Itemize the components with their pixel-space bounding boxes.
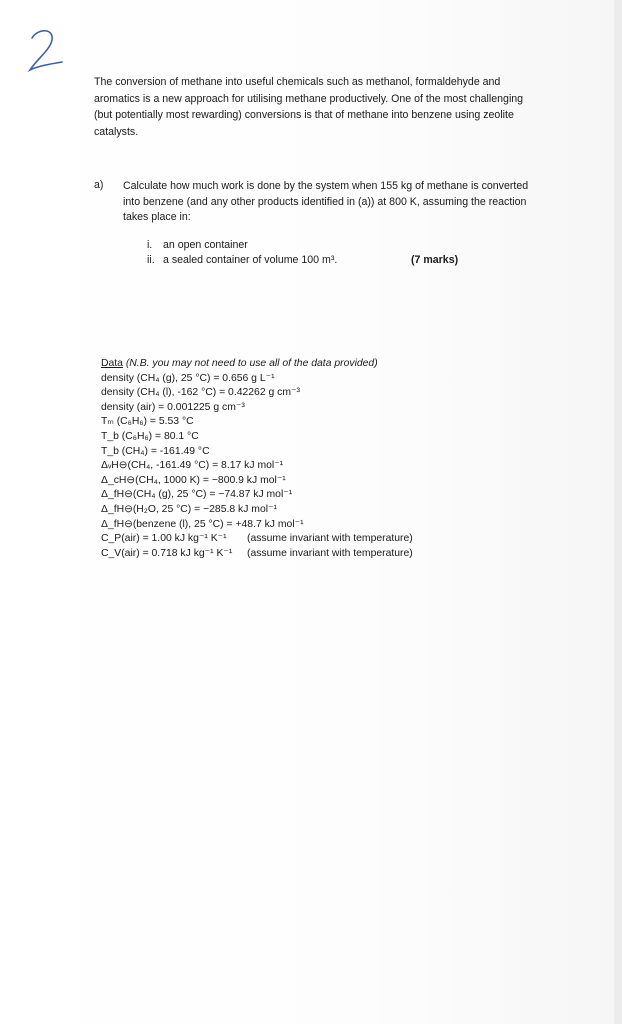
data-heading bbox=[101, 357, 441, 372]
part-number: i. bbox=[147, 239, 153, 251]
data-note: (assume invariant with temperature) bbox=[247, 533, 413, 545]
part-text: an open container bbox=[163, 239, 248, 251]
intro-paragraph: The conversion of methane into useful chemicals such as methanol, formaldehyde and aromatics is a new approach for utilising methane productively. One of the most challenging (but potentially most rewarding) conversions is that of methane into benzene using zeolite catalysts. bbox=[94, 76, 524, 138]
data-line-with-note bbox=[101, 547, 441, 562]
data-value: C_V(air) = 0.718 kJ kg⁻¹ K⁻¹ bbox=[101, 547, 233, 559]
data-line: ΔᵥH⊖(CH₄, -161.49 °C) = 8.17 kJ mol⁻¹ bbox=[101, 460, 284, 472]
data-line: Δ_fH⊖(CH₄ (g), 25 °C) = −74.87 kJ mol⁻¹ bbox=[101, 489, 293, 501]
marks-label: (7 marks) bbox=[411, 254, 459, 266]
question-text: Calculate how much work is done by the system when 155 kg of methane is converted into benzene (and any other products identified in (a)) at 800 K, assuming the reaction takes place in: bbox=[123, 180, 529, 224]
data-line: Δ_fH⊖(H₂O, 25 °C) = −285.8 kJ mol⁻¹ bbox=[101, 503, 277, 515]
data-line: Δ_cH⊖(CH₄, 1000 K) = −800.9 kJ mol⁻¹ bbox=[101, 474, 286, 486]
handwritten-question-number bbox=[24, 24, 64, 76]
data-heading-note: (N.B. you may not need to use all of the data provided) bbox=[125, 358, 378, 369]
data-line: density (air) = 0.001225 g cm⁻³ bbox=[101, 401, 245, 413]
data-line-with-note bbox=[101, 532, 441, 547]
scan-margin bbox=[614, 0, 622, 1024]
data-line: density (CH₄ (l), -162 °C) = 0.42262 g cm⁻³ bbox=[101, 387, 300, 399]
data-section bbox=[101, 357, 441, 561]
data-line: T_b (C₆H₆) = 80.1 °C bbox=[101, 430, 199, 442]
part-text: a sealed container of volume 100 m³. bbox=[163, 254, 338, 266]
data-line: T_b (CH₄) = -161.49 °C bbox=[101, 445, 210, 457]
part-number: ii. bbox=[147, 254, 155, 266]
question-part bbox=[147, 238, 467, 253]
data-line: Tₘ (C₆H₆) = 5.53 °C bbox=[101, 416, 194, 428]
data-heading-word: Data bbox=[101, 358, 123, 369]
data-value: C_P(air) = 1.00 kJ kg⁻¹ K⁻¹ bbox=[101, 533, 227, 545]
question-label: a) bbox=[94, 179, 104, 191]
data-note: (assume invariant with temperature) bbox=[247, 547, 413, 559]
data-line: density (CH₄ (g), 25 °C) = 0.656 g L⁻¹ bbox=[101, 372, 275, 384]
data-line: Δ_fH⊖(benzene (l), 25 °C) = +48.7 kJ mol⁻¹ bbox=[101, 518, 304, 530]
